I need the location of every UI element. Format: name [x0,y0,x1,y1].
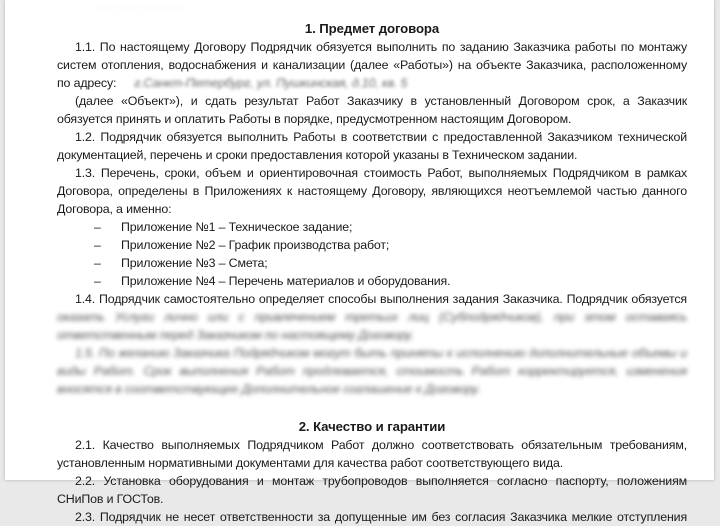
dash-bullet-icon: – [94,220,101,234]
appendix-item [57,218,687,236]
appendix-4-text: Приложение №4 – Перечень материалов и оборудования. [121,274,451,288]
address-label: по адресу: [57,76,117,90]
clause-1-2: 1.2. Подрядчик обязуется выполнить Работы в соответствии с предоставленной Заказчиком технической документацией, перечень и сроки предоставления которой указаны в Техническом задании. [57,130,687,162]
appendix-item [57,272,687,290]
appendix-item [57,254,687,272]
clause-2-1: 2.1. Качество выполняемых Подрядчиком Работ должно соответствовать обязательным требованиям, установленным нормативными документами для качества работ соответствующего вида. [57,438,687,470]
appendix-item [57,236,687,254]
appendix-2-text: Приложение №2 – График производства работ; [121,238,390,252]
clause-1-1-text: 1.1. По настоящему Договору Подрядчик обязуется выполнить по заданию Заказчика работы по монтажу систем отопления, водоснабжения и канализации (далее «Работы») на объекте Заказчика, расположенному [57,40,687,72]
clause-1-4: 1.4. Подрядчик самостоятельно определяет способы выполнения задания Заказчика. Подрядчик обязуется [75,292,687,306]
clause-1-4-redacted: оказать Услуги лично или с привлечением третьих лиц (Субподрядчиков), при этом оставаясь ответственным перед Заказчиком по настоящему Договору. [57,310,687,342]
section-1-title: 1. Предмет договора [304,21,440,36]
clause-1-1 [57,38,687,92]
appendix-3-text: Приложение №3 – Смета; [121,256,268,270]
appendix-1-text: Приложение №1 – Техническое задание; [121,220,353,234]
clause-1-1-continued: (далее «Объект»), и сдать результат Работ Заказчику в установленный Договором срок, а Заказчик обязуется принять и оплатить Работы в порядке, предусмотренном настоящим Договором. [57,94,687,126]
blurred-header-text: …… …… …… …… [95,0,184,8]
section-2-title: 2. Качество и гарантии [298,419,446,434]
document-body [57,20,687,526]
appendix-list [57,218,687,290]
clause-1-3: 1.3. Перечень, сроки, объем и ориентировочная стоимость Работ, выполняемых Подрядчиком в рамках Договора, определены в Приложениях к настоящему Договору, являющихся неотъемлемой частью данного Договора, а именно: [57,166,687,216]
document-page [5,0,714,524]
dash-bullet-icon: – [94,238,101,252]
clause-2-2: 2.2. Установка оборудования и монтаж трубопроводов выполняется согласно паспорту, положениям СНиПов и ГОСТов. [57,474,687,506]
address-value-redacted: г.Санкт-Петербург, ул. Пушкинская, д.10, кв. 5 [134,76,408,90]
clause-1-5-redacted: 1.5. По желанию Заказчика Подрядчиком могут быть приняты к исполнению дополнительные объемы и виды Работ. Срок выполнения Работ продлевается, стоимость Работ корректируется, изменения вносятся в соответствующее Дополнительное соглашение к Договору. [57,346,687,396]
clause-2-3: 2.3. Подрядчик не несет ответственности за допущенные им без согласия Заказчика мелкие отступления [75,510,687,524]
dash-bullet-icon: – [94,274,101,288]
dash-bullet-icon: – [94,256,101,270]
